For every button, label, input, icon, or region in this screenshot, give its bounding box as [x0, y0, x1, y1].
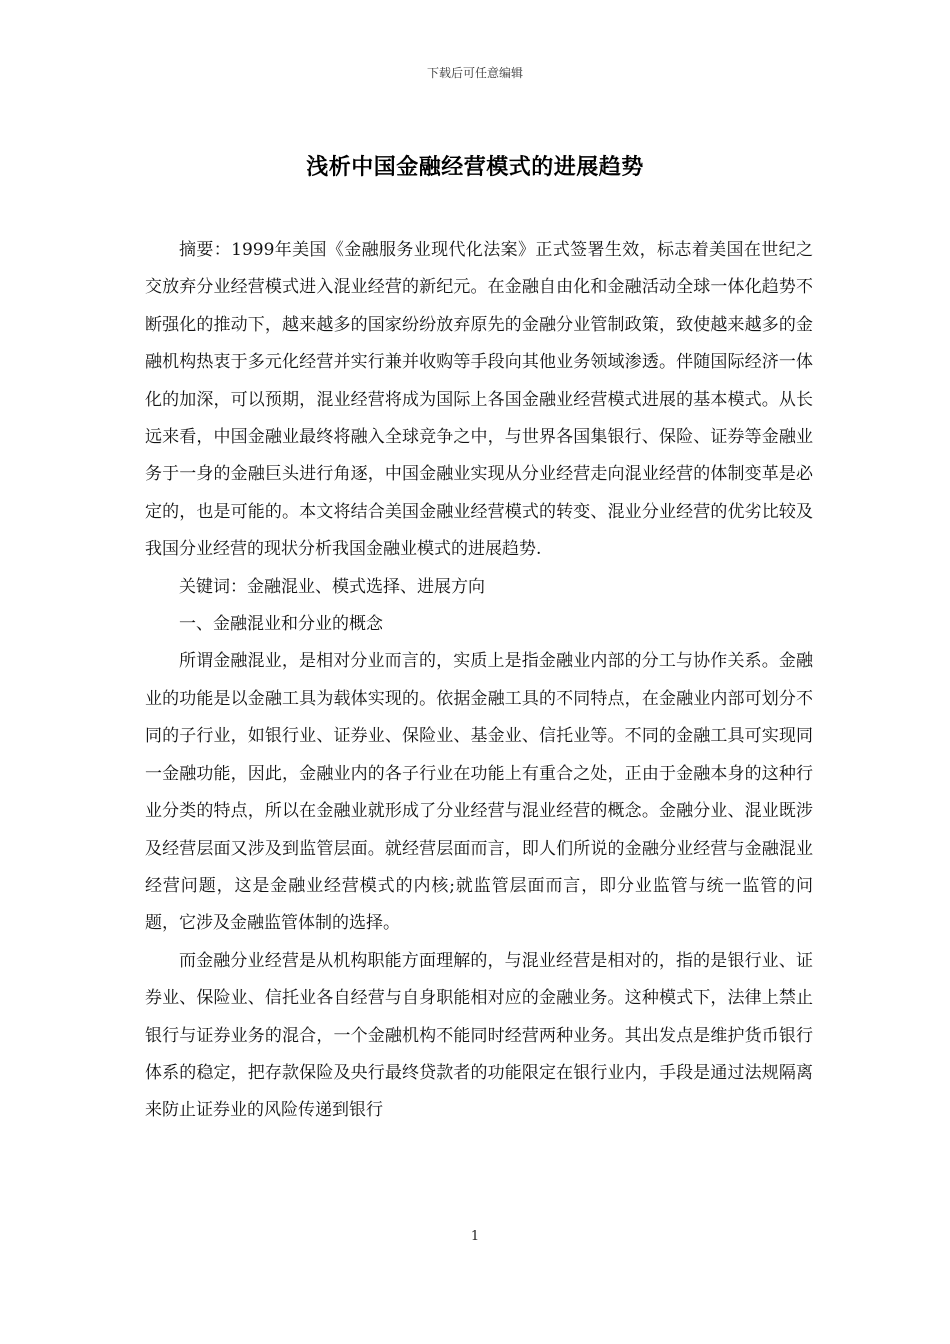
document-title: 浅析中国金融经营模式的进展趋势 — [306, 155, 644, 180]
keywords-line: 关键词：金融混业、模式选择、进展方向 — [179, 576, 485, 597]
document-body — [145, 232, 813, 1130]
header-note: 下载后可任意编辑 — [426, 66, 523, 80]
body-paragraph: 而金融分业经营是从机构职能方面理解的，与混业经营是相对的，指的是银行业、证券业、保险业、信托业各自经营与自身职能相对应的金融业务。这种模式下，法律上禁止银行与证券业务的混合，一个金融机构不能同时经营两种业务。其出发点是维护货币银行体系的稳定，把存款保险及央行最终贷款者的功能限定在银行业内，手段是通过法规隔离来防止证券业的风险传递到银行 — [145, 950, 813, 1121]
body-paragraph: 所谓金融混业，是相对分业而言的，实质上是指金融业内部的分工与协作关系。金融业的功能是以金融工具为载体实现的。依据金融工具的不同特点，在金融业内部可划分不同的子行业，如银行业、证券业、保险业、基金业、信托业等。不同的金融工具可实现同一金融功能，因此，金融业内的各子行业在功能上有重合之处，正由于金融本身的这种行业分类的特点，所以在金融业就形成了分业经营与混业经营的概念。金融分业、混业既涉及经营层面又涉及到监管层面。就经营层面而言，即人们所说的金融分业经营与金融混业经营问题，这是金融业经营模式的内核;就监管层面而言，即分业监管与统一监管的问题，它涉及金融监管体制的选择。 — [145, 651, 813, 934]
section-heading: 一、金融混业和分业的概念 — [179, 614, 383, 635]
page-number: 1 — [470, 1229, 480, 1244]
abstract-paragraph: 摘要：1999年美国《金融服务业现代化法案》正式签署生效，标志着美国在世纪之交放弃分业经营模式进入混业经营的新纪元。在金融自由化和金融活动全球一体化趋势不断强化的推动下，越来越多的国家纷纷放弃原先的金融分业管制政策，致使越来越多的金融机构热衷于多元化经营并实行兼并收购等手段向其他业务领域渗透。伴随国际经济一体化的加深，可以预期，混业经营将成为国际上各国金融业经营模式进展的基本模式。从长远来看，中国金融业最终将融入全球竞争之中，与世界各国集银行、保险、证券等金融业务于一身的金融巨头进行角逐，中国金融业实现从分业经营走向混业经营的体制变革是必定的，也是可能的。本文将结合美国金融业经营模式的转变、混业分业经营的优劣比较及我国分业经营的现状分析我国金融业模式的进展趋势. — [145, 240, 813, 560]
